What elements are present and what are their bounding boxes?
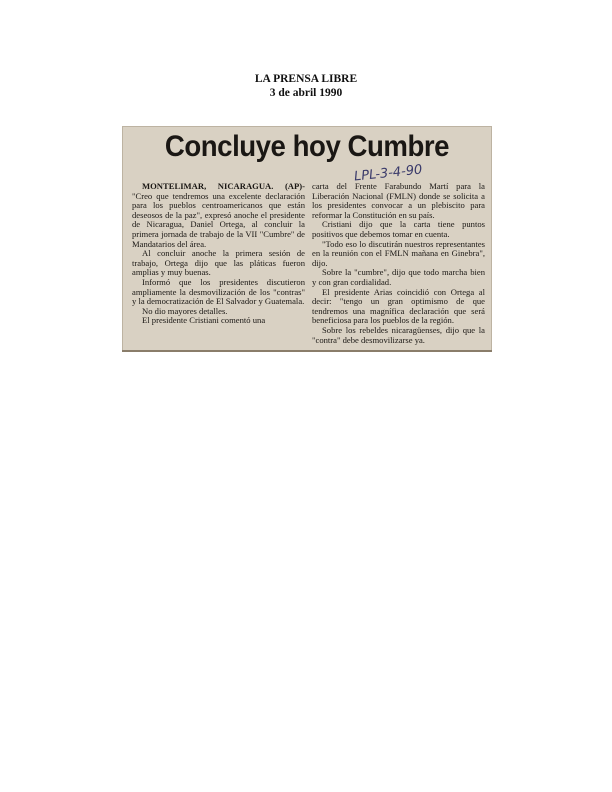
article-column-1: [132, 182, 305, 326]
article-paragraph: No dio mayores detalles.: [142, 305, 228, 316]
article-paragraph: carta del Frente Farabundo Martí para la Liberación Nacional (FMLN) donde se solicita a los presidentes convocar a un plebiscito para reformar la Constitución en su país.: [312, 181, 485, 220]
article-paragraph: Sobre la "cumbre", dijo que todo marcha bien y con gran cordialidad.: [312, 267, 485, 287]
newspaper-clipping: [122, 126, 492, 352]
clipping-bottom-edge: [122, 350, 492, 352]
article-paragraph: El presidente Cristiani comentó una: [142, 315, 266, 326]
article-paragraph: [132, 182, 305, 249]
page-header: [0, 72, 612, 100]
article-paragraph: "Todo eso lo discutirán nuestros representantes en la reunión con el FMLN mañana en Ginebra", dijo.: [312, 238, 485, 268]
article-paragraph: Sobre los rebeldes nicaragüenses, dijo que la "contra" debe desmovilizarse ya.: [312, 324, 485, 345]
newspaper-name: LA PRENSA LIBRE: [254, 73, 358, 85]
article-paragraph: Informó que los presidentes discutieron ampliamente la desmovilización de los "contras" y la democratización de El Salvador y Guatemala.: [132, 276, 305, 307]
headline: Concluye hoy Cumbre: [164, 130, 450, 163]
handwritten-date-note: LPL-3-4-90: [353, 162, 424, 185]
publication-date: 3 de abril 1990: [269, 87, 343, 99]
dateline: MONTELIMAR, NICARAGUA. (AP)-: [142, 181, 305, 191]
article-paragraph: Al concluir anoche la primera sesión de trabajo, Ortega dijo que las pláticas fueron amplias y muy buenas.: [132, 248, 305, 278]
paragraph-text: "Creo que tendremos una excelente declaración para los pueblos centroamericanos que están deseosos de la paz", expresó anoche el presidente de Nicaragua, Daniel Ortega, al concluir la primera jornada de trabajo de la VII "Cumbre" de Mandatarios del área.: [132, 190, 305, 249]
article-column-2: [312, 182, 485, 345]
article-paragraph: El presidente Arias coincidió con Ortega al decir: "tengo un gran optimismo de que tendremos una magnífica declaración que será beneficiosa para los pueblos de la región.: [312, 286, 485, 326]
article-paragraph: Cristiani dijo que la carta tiene puntos positivos que debemos tomar en cuenta.: [312, 219, 485, 239]
